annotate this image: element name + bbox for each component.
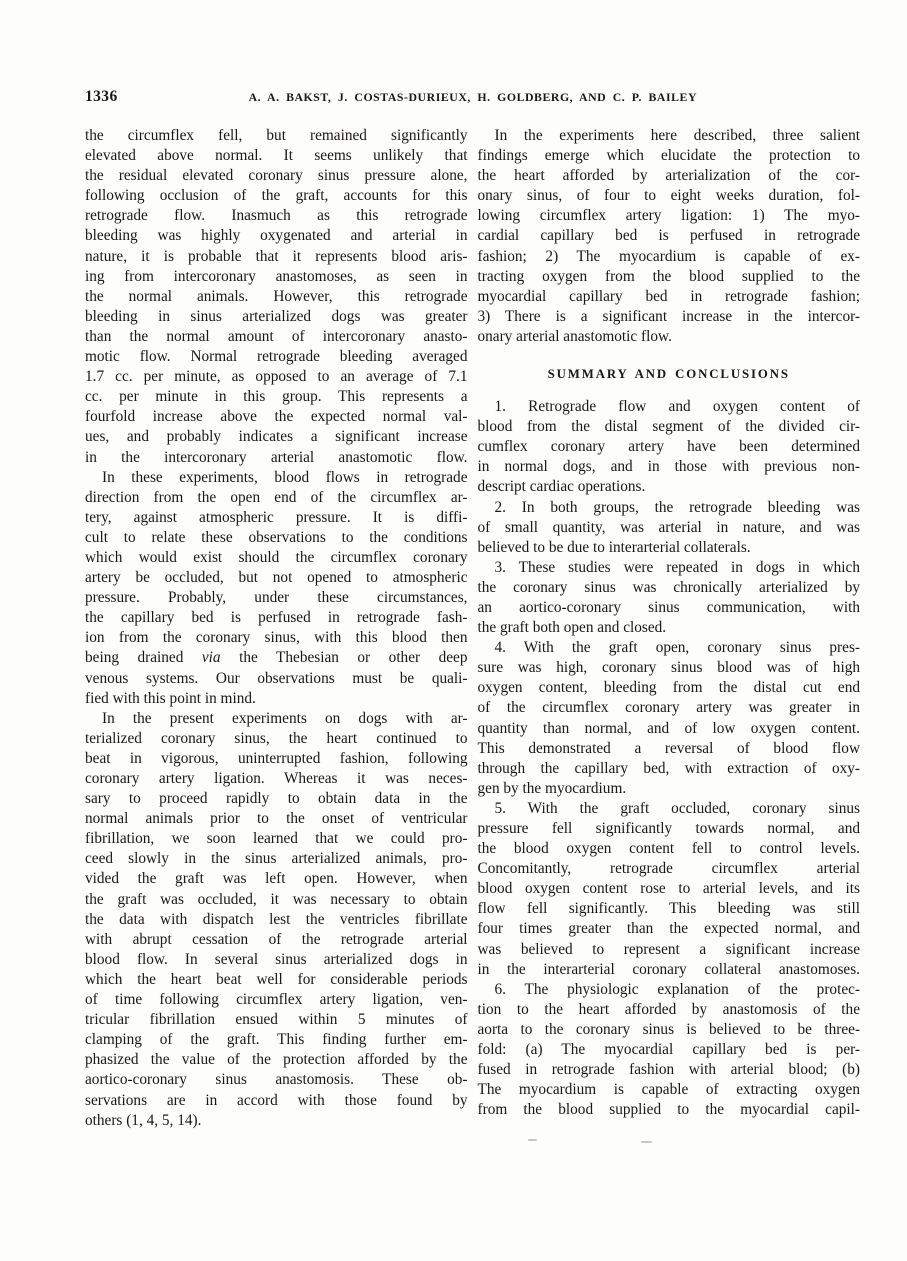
- text-line: the capillary bed is perfused in retrograde fash-: [85, 609, 468, 627]
- text-line: lowing circumflex artery ligation: 1) The myo-: [477, 207, 860, 225]
- text-line: myocardial capillary bed in retrograde fashion;: [477, 287, 860, 305]
- text-line: fold: (a) The myocardial capillary bed is per-: [477, 1041, 860, 1059]
- text-line: cult to relate these observations to the conditions: [85, 528, 468, 546]
- text-line: ing from intercoronary anastomoses, as seen in: [85, 267, 468, 285]
- paragraph: [478, 799, 861, 980]
- text-line: fashion; 2) The myocardium is capable of ex-: [477, 247, 860, 265]
- text-line: four times greater than the expected normal, and: [477, 920, 860, 938]
- paragraph: [85, 126, 468, 468]
- text-line: This demonstrated a reversal of blood flow: [477, 739, 860, 757]
- text-line: through the capillary bed, with extraction of oxy-: [477, 759, 860, 777]
- text-line: 5. With the graft occluded, coronary sinus: [494, 799, 860, 817]
- text-line: following occlusion of the graft, accounts for this: [85, 187, 468, 205]
- paragraph: [85, 468, 468, 709]
- text-line: In the experiments here described, three salient: [494, 127, 860, 144]
- text-line: of time following circumflex artery ligation, ven-: [85, 991, 468, 1009]
- summary-items: [478, 397, 861, 1120]
- paragraph: [478, 558, 861, 638]
- text-line: servations are in accord with those found by: [85, 1091, 468, 1109]
- text-line: elevated above normal. It seems unlikely that: [85, 147, 468, 165]
- paragraph: [478, 397, 861, 497]
- paragraph: [478, 638, 861, 799]
- text-line: The myocardium is capable of extracting oxygen: [477, 1081, 860, 1099]
- text-line: findings emerge which elucidate the protection to: [477, 147, 860, 165]
- page-header: [85, 88, 860, 106]
- text-line: 3) There is a significant increase in the intercor-: [477, 307, 860, 325]
- text-line: gen by the myocardium.: [477, 779, 627, 797]
- text-line: fied with this point in mind.: [85, 689, 256, 707]
- text-line: the normal animals. However, this retrograde: [85, 287, 468, 305]
- page-body: [85, 126, 860, 1131]
- text-line: motic flow. Normal retrograde bleeding averaged: [85, 348, 468, 366]
- text-line: blood from the distal segment of the divided cir-: [477, 418, 860, 436]
- text-line: 1. Retrograde flow and oxygen content of: [494, 398, 860, 416]
- text-line: tery, against atmospheric pressure. It is diffi-: [85, 508, 468, 526]
- text-line: blood flow. In several sinus arterialized dogs in: [85, 950, 468, 968]
- text-line: vided the graft was left open. However, when: [85, 870, 468, 888]
- text-line: normal animals prior to the onset of ventricular: [85, 810, 468, 828]
- running-head-authors: A. A. BAKST, J. COSTAS-DURIEUX, H. GOLDBERG, AND C. P. BAILEY: [248, 90, 698, 104]
- text-line: 2. In both groups, the retrograde bleeding was: [494, 498, 860, 516]
- text-line: than the normal amount of intercoronary anasto-: [85, 327, 468, 345]
- text-line: an aortico-coronary sinus communication, with: [477, 598, 860, 616]
- right-column-intro: [478, 126, 861, 347]
- text-line: pressure. Probably, under these circumstances,: [85, 589, 468, 607]
- text-line: onary arterial anastomotic flow.: [477, 327, 672, 345]
- text-line: coronary artery ligation. Whereas it was neces-: [85, 770, 468, 787]
- text-line: being drained via the Thebesian or other deep: [85, 649, 468, 667]
- text-line: with abrupt cessation of the retrograde arterial: [85, 930, 468, 948]
- text-line: of the circumflex coronary artery was greater in: [477, 699, 860, 717]
- text-line: tracting oxygen from the blood supplied to the: [477, 267, 860, 285]
- text-line: onary sinus, of four to eight weeks duration, fol-: [477, 187, 860, 205]
- text-line: sary to proceed rapidly to obtain data in the: [85, 790, 468, 808]
- text-line: ues, and probably indicates a significant increase: [85, 428, 468, 446]
- text-line: 3. These studies were repeated in dogs in which: [494, 558, 860, 576]
- text-line: in the intercoronary arterial anastomotic flow.: [85, 448, 468, 466]
- text-line: bleeding was highly oxygenated and arterial in: [85, 227, 468, 245]
- text-line: in normal dogs, and in those with previous non-: [477, 458, 860, 476]
- text-line: ion from the coronary sinus, with this blood then: [85, 629, 468, 647]
- text-line: quantity than normal, and of low oxygen content.: [477, 719, 860, 737]
- text-line: cc. per minute in this group. This represents a: [85, 388, 468, 406]
- page-number: 1336: [85, 88, 118, 105]
- text-line: the circumflex fell, but remained significantly: [85, 127, 468, 144]
- text-line: the graft was occluded, it was necessary to obtain: [85, 890, 468, 908]
- text-line: phasized the value of the protection afforded by the: [85, 1051, 468, 1069]
- text-line: sure was high, coronary sinus blood was of high: [477, 659, 860, 677]
- paragraph: [85, 709, 468, 1131]
- text-line: the coronary sinus was chronically arterialized by: [477, 578, 860, 596]
- text-line: was believed to represent a significant increase: [477, 940, 860, 958]
- text-line: the data with dispatch lest the ventricles fibrillate: [85, 910, 468, 928]
- text-line: In these experiments, blood flows in retrograde: [102, 468, 468, 486]
- text-line: Concomitantly, retrograde circumflex arterial: [477, 860, 860, 878]
- text-line: from the blood supplied to the myocardial capil-: [477, 1101, 860, 1119]
- text-line: 6. The physiologic explanation of the protec-: [494, 980, 860, 998]
- text-line: pressure fell significantly towards normal, and: [477, 820, 860, 837]
- scan-artifact: [528, 1139, 537, 1141]
- text-line: aortico-coronary sinus anastomosis. These ob-: [85, 1071, 468, 1089]
- text-line: In the present experiments on dogs with ar-: [102, 709, 468, 727]
- text-line: artery be occluded, but not opened to atmospheric: [85, 569, 468, 587]
- text-line: nature, it is probable that it represents blood aris-: [85, 247, 468, 265]
- scan-artifact: [641, 1141, 652, 1143]
- text-line: 4. With the graft open, coronary sinus pres-: [494, 639, 860, 657]
- text-line: blood oxygen content rose to arterial levels, and its: [477, 880, 860, 898]
- text-line: tricular fibrillation ensued within 5 minutes of: [85, 1011, 468, 1029]
- text-line: which would exist should the circumflex coronary: [85, 548, 468, 566]
- text-line: others (1, 4, 5, 14).: [85, 1111, 202, 1129]
- text-line: which the heart beat well for considerable periods: [85, 970, 468, 988]
- section-heading-summary: SUMMARY AND CONCLUSIONS: [547, 367, 790, 382]
- text-line: direction from the open end of the circumflex ar-: [85, 488, 468, 506]
- text-line: tion to the heart afforded by anastomosis of the: [477, 1000, 860, 1018]
- text-line: fibrillation, we soon learned that we could pro-: [85, 830, 468, 848]
- text-line: descript cardiac operations.: [477, 478, 646, 496]
- text-line: fourfold increase above the expected normal val-: [85, 408, 468, 426]
- text-line: believed to be due to interarterial collaterals.: [477, 538, 751, 556]
- right-column: [478, 126, 861, 1131]
- text-line: the residual elevated coronary sinus pressure alone,: [85, 167, 468, 185]
- paragraph: [478, 126, 861, 347]
- text-line: flow fell significantly. This bleeding was still: [477, 900, 860, 918]
- text-line: beat in vigorous, uninterrupted fashion, following: [85, 749, 468, 767]
- text-line: aorta to the coronary sinus is believed to be three-: [477, 1020, 860, 1038]
- text-line: retrograde flow. Inasmuch as this retrograde: [85, 207, 468, 225]
- text-line: terialized coronary sinus, the heart continued to: [85, 729, 468, 747]
- text-line: clamping of the graft. This finding further em-: [85, 1031, 468, 1049]
- paragraph: [478, 498, 861, 558]
- text-line: cardial capillary bed is perfused in retrograde: [477, 227, 860, 245]
- text-line: venous systems. Our observations must be quali-: [85, 669, 468, 687]
- text-line: the heart afforded by arterialization of the cor-: [477, 167, 860, 185]
- text-line: fused in retrograde fashion with arterial blood; (b): [477, 1061, 860, 1079]
- left-column: [85, 126, 468, 1131]
- text-line: in the interarterial coronary collateral anastomoses.: [477, 960, 860, 978]
- text-line: the graft both open and closed.: [477, 619, 667, 637]
- text-line: of small quantity, was arterial in nature, and was: [477, 518, 860, 536]
- text-line: oxygen content, bleeding from the distal cut end: [477, 679, 860, 697]
- text-line: ceed slowly in the sinus arterialized animals, pro-: [85, 850, 468, 868]
- text-line: bleeding in sinus arterialized dogs was greater: [85, 307, 468, 325]
- text-line: 1.7 cc. per minute, as opposed to an average of 7.1: [85, 368, 468, 386]
- paragraph: [478, 980, 861, 1121]
- text-line: cumflex coronary artery have been determined: [477, 438, 860, 456]
- text-line: the blood oxygen content fell to control levels.: [477, 840, 860, 858]
